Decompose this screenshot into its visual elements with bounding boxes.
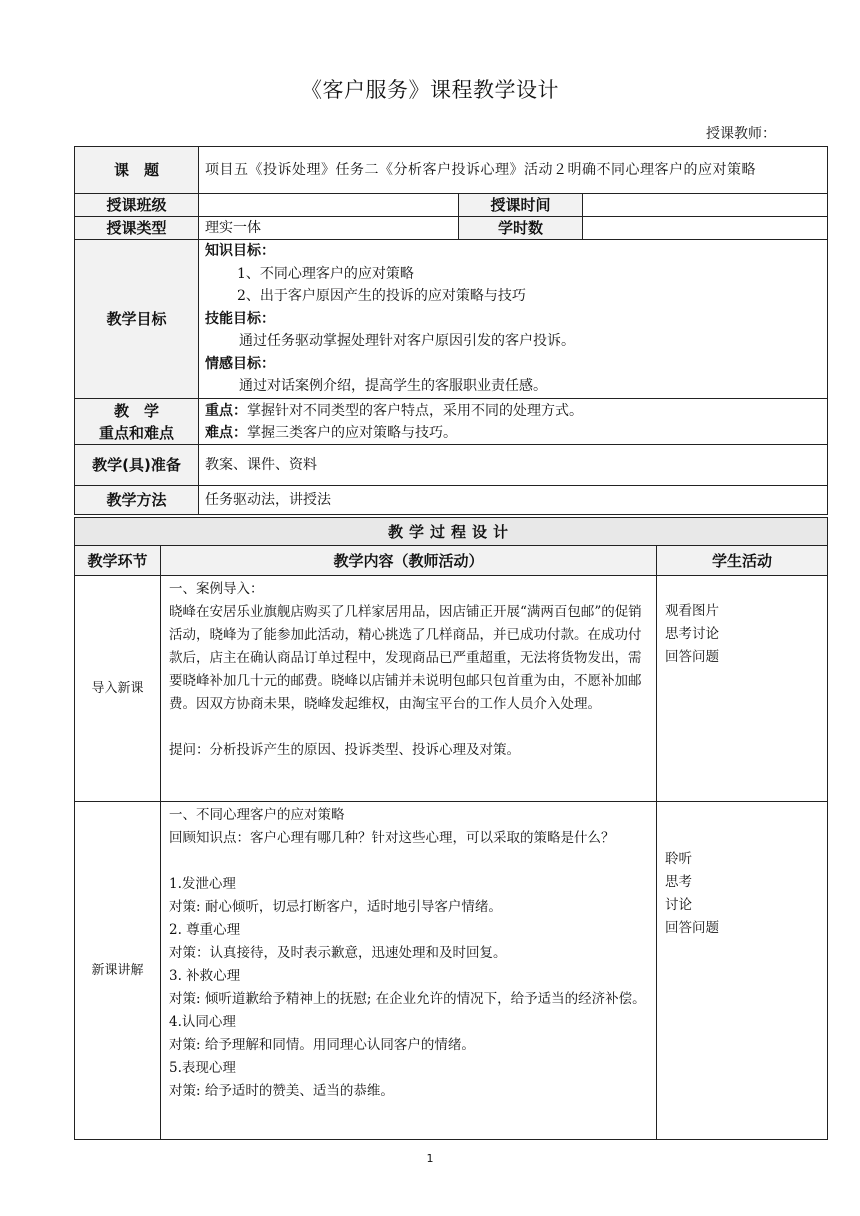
content-cell (161, 802, 657, 1140)
content-line: 回顾知识点：客户心理有哪几种？针对这些心理，可以采取的策略是什么？ (169, 830, 615, 846)
time-label: 授课时间 (459, 194, 583, 217)
activity-item: 思考讨论 (665, 626, 719, 642)
activity-item: 观看图片 (665, 603, 719, 619)
content-line: 5.表现心理 (169, 1060, 236, 1076)
activity-item (665, 802, 827, 825)
difficulty-heading: 难点： (205, 424, 247, 441)
keypoints-label-line-2: 重点和难点 (98, 423, 174, 442)
stage-cell: 新课讲解 (75, 802, 161, 1140)
knowledge-heading: 知识目标： (205, 243, 275, 260)
hours-label: 学时数 (459, 217, 583, 240)
course-info-table (74, 146, 828, 515)
emotion-item-1: 通过对话案例介绍，提高学生的客服职业责任感。 (239, 378, 547, 395)
time-value (583, 194, 828, 217)
content-line: 对策: 倾听道歉给予精神上的抚慰; 在企业允许的情况下，给予适当的经济补偿。 (169, 991, 646, 1007)
topic-label: 课 题 (75, 147, 199, 194)
process-banner: 教学过程设计 (75, 518, 828, 546)
key-heading: 重点： (205, 402, 247, 419)
content-cell (161, 576, 657, 802)
content-line: 1.发泄心理 (169, 876, 236, 892)
activity-item: 思考 (665, 874, 692, 890)
topic-value: 项目五《投诉处理》任务二《分析客户投诉心理》活动２明确不同心理客户的应对策略 (199, 147, 828, 194)
difficulty-text: 掌握三类客户的应对策略与技巧。 (247, 424, 457, 441)
table-row (75, 802, 828, 1140)
student-activity-cell (657, 576, 828, 802)
prep-label: 教学(具)准备 (75, 445, 199, 486)
activity-item: 回答问题 (665, 649, 719, 665)
student-activity-cell (657, 802, 828, 1140)
knowledge-item-2: 2、出于客户原因产生的投诉的应对策略与技巧 (237, 288, 526, 305)
content-line: 提问：分析投诉产生的原因、投诉类型、投诉心理及对策。 (169, 742, 520, 758)
type-label: 授课类型 (75, 217, 199, 240)
content-line: 3. 补救心理 (169, 968, 241, 984)
keypoints-label (75, 399, 199, 445)
content-line: 对策: 给予理解和同情。用同理心认同客户的情绪。 (169, 1037, 475, 1053)
method-value: 任务驱动法，讲授法 (199, 486, 828, 515)
content-line: 对策：认真接待，及时表示歉意，迅速处理和及时回复。 (169, 945, 507, 961)
document-title: 《客户服务》课程教学设计 (301, 78, 559, 102)
content-line: 一、案例导入： (169, 581, 264, 597)
knowledge-item-1: 1、不同心理客户的应对策略 (237, 265, 414, 282)
page-number: 1 (426, 1152, 434, 1165)
activity-item: 聆听 (665, 851, 692, 867)
method-label: 教学方法 (75, 486, 199, 515)
activity-item: 回答问题 (665, 920, 719, 936)
column-header-stage: 教学环节 (75, 546, 161, 576)
hours-value (583, 217, 828, 240)
teaching-process-table (74, 517, 828, 1140)
content-line: 对策: 耐心倾听，切忌打断客户，适时地引导客户情绪。 (169, 899, 502, 915)
column-header-student: 学生活动 (657, 546, 828, 576)
prep-value: 教案、课件、资料 (199, 445, 828, 486)
goals-cell (199, 240, 828, 399)
skill-item-1: 通过任务驱动掌握处理针对客户原因引发的客户投诉。 (239, 333, 575, 350)
activity-item: 讨论 (665, 897, 692, 913)
content-line (169, 850, 650, 873)
keypoints-label-line-1: 教 学 (113, 401, 159, 420)
content-line: 晓峰在安居乐业旗舰店购买了几样家居用品，因店铺正开展“满两百包邮”的促销活动，晓峰为了能参加此活动，精心挑选了几样商品，并已成功付款。在成功付款后，店主在确认商品订单过程中，发现商品已严重超重，无法将货物发出，需要晓峰补加几十元的邮费。晓峰以店铺并未说明包邮只包首重为由，不愿补加邮费。因双方协商未果，晓峰发起维权，由淘宝平台的工作人员介入处理。 (169, 604, 642, 712)
content-line (169, 716, 650, 739)
stage-cell: 导入新课 (75, 576, 161, 802)
content-line: 对策: 给予适时的赞美、适当的恭维。 (169, 1083, 394, 1099)
content-line: 4.认同心理 (169, 1014, 236, 1030)
teacher-label: 授课教师： (706, 126, 776, 142)
keypoints-cell (199, 399, 828, 445)
content-line: 2. 尊重心理 (169, 922, 241, 938)
class-value (199, 194, 459, 217)
type-value: 理实一体 (199, 217, 459, 240)
class-label: 授课班级 (75, 194, 199, 217)
activity-item (665, 825, 827, 848)
table-row (75, 576, 828, 802)
content-line: 一、不同心理客户的应对策略 (169, 807, 345, 823)
key-text: 掌握针对不同类型的客户特点，采用不同的处理方式。 (247, 402, 583, 419)
emotion-heading: 情感目标： (205, 355, 275, 372)
goals-label: 教学目标 (75, 240, 199, 399)
column-header-content: 教学内容（教师活动） (161, 546, 657, 576)
skill-heading: 技能目标： (205, 310, 275, 327)
